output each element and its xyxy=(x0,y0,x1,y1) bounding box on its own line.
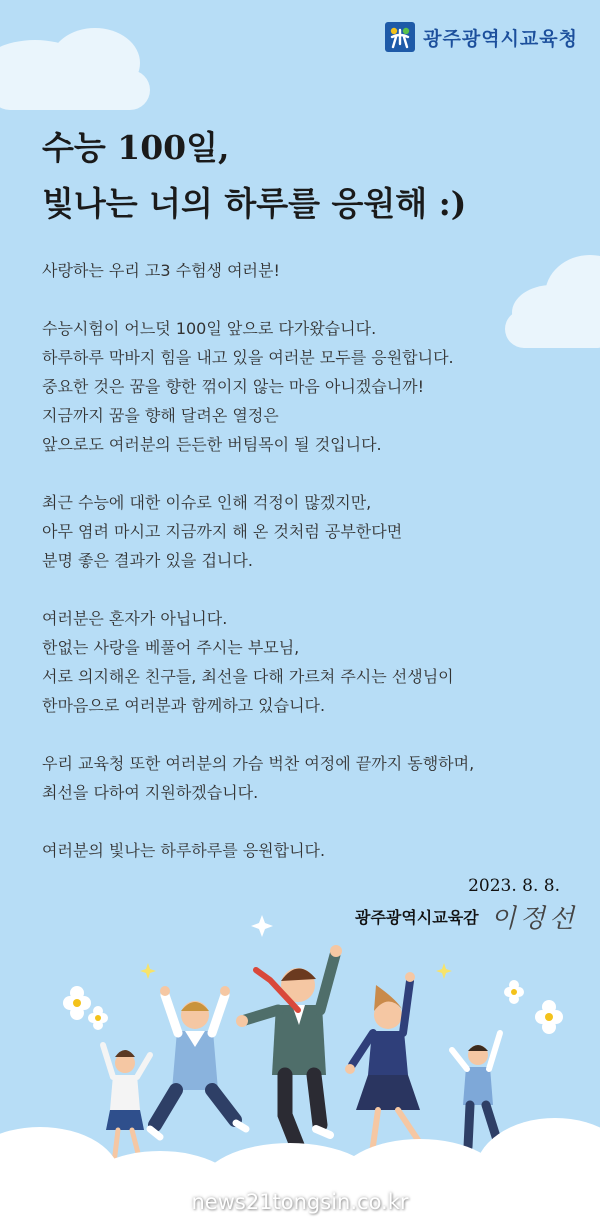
letter-line: 우리 교육청 또한 여러분의 가슴 벅찬 여정에 끝까지 동행하며, xyxy=(42,754,475,773)
letter-line: 하루하루 막바지 힘을 내고 있을 여러분 모두를 응원합니다. xyxy=(42,348,454,367)
watermark: news21tongsin.co.kr xyxy=(191,1190,409,1214)
letter-line: 서로 의지해온 친구들, 최선을 다해 가르쳐 주시는 선생님이 xyxy=(42,667,454,686)
letter-line: 앞으로도 여러분의 든든한 버팀목이 될 것입니다. xyxy=(42,435,382,454)
letter-line: 분명 좋은 결과가 있을 겁니다. xyxy=(42,551,253,570)
letter-line: 아무 염려 마시고 지금까지 해 온 것처럼 공부한다면 xyxy=(42,522,403,541)
handwritten-signature: 이정선 xyxy=(490,904,578,934)
letter-line: 최근 수능에 대한 이슈로 인해 걱정이 많겠지만, xyxy=(42,493,372,512)
flower-icon xyxy=(88,1006,108,1030)
org-name: 광주광역시교육청 xyxy=(423,27,578,50)
sparkle-icon xyxy=(436,963,452,979)
letter-greeting: 사랑하는 우리 고3 수험생 여러분! xyxy=(42,261,280,280)
title-line-2: 빛나는 너의 하루를 응원해 :) xyxy=(42,184,467,223)
students-illustration xyxy=(0,915,600,1224)
letter-body xyxy=(42,256,562,865)
title-line-1: 수능 100일, xyxy=(42,128,230,167)
gwangju-education-logo-icon xyxy=(385,22,415,52)
org-logo xyxy=(385,22,578,52)
page-title xyxy=(42,120,466,232)
letter-line: 최선을 다하여 지원하겠습니다. xyxy=(42,783,259,802)
letter-line: 중요한 것은 꿈을 향한 꺾이지 않는 마음 아니겠습니까! xyxy=(42,377,425,396)
sparkle-icon xyxy=(140,963,156,979)
letter-line: 한없는 사랑을 베풀어 주시는 부모님, xyxy=(42,638,300,657)
sparkle-icon xyxy=(251,915,273,937)
student-figure-girl-skirt xyxy=(345,972,432,1159)
letter-closing: 여러분의 빛나는 하루하루를 응원합니다. xyxy=(42,841,326,860)
student-figure-girl-small xyxy=(103,1045,150,1165)
student-figure-boy-vest xyxy=(150,986,246,1137)
flower-icon xyxy=(535,1000,563,1034)
letter-date: 2023. 8. 8. xyxy=(468,876,560,896)
letter-line: 한마음으로 여러분과 함께하고 있습니다. xyxy=(42,696,326,715)
letter-line: 여러분은 혼자가 아닙니다. xyxy=(42,609,228,628)
student-figure-boy-center xyxy=(236,945,342,1167)
letter-line: 지금까지 꿈을 향해 달려온 열정은 xyxy=(42,406,279,425)
letter-line: 수능시험이 어느덧 100일 앞으로 다가왔습니다. xyxy=(42,319,377,338)
signer-title: 광주광역시교육감 xyxy=(354,908,479,927)
cloud-top-left-base xyxy=(0,70,150,110)
flower-icon xyxy=(63,986,91,1020)
flower-icon xyxy=(504,980,524,1004)
